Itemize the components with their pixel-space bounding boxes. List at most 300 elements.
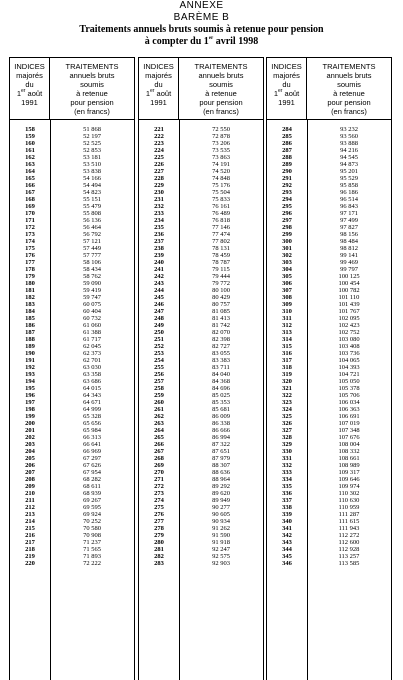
salary-cell: 56 464	[83, 224, 101, 231]
index-cell: 324	[282, 406, 292, 413]
salary-cell: 99 797	[340, 266, 358, 273]
salary-cell: 81 413	[212, 315, 230, 322]
index-cell: 199	[25, 413, 35, 420]
salary-cell: 51 868	[83, 126, 101, 133]
index-cell: 180	[25, 280, 35, 287]
table-row	[139, 301, 263, 308]
index-cell: 279	[154, 532, 164, 539]
table-row	[10, 441, 134, 448]
table-row	[267, 350, 391, 357]
salary-cell: 64 343	[83, 392, 101, 399]
index-cell: 267	[154, 448, 164, 455]
index-cell: 198	[25, 406, 35, 413]
table-row	[267, 483, 391, 490]
salary-cell: 62 045	[83, 343, 101, 350]
salary-cell: 53 838	[83, 168, 101, 175]
table-row	[267, 245, 391, 252]
indices-column-header: INDICES majorés du 1er août 1991	[267, 58, 307, 119]
salary-cell: 77 802	[212, 238, 230, 245]
index-cell: 225	[154, 154, 164, 161]
index-cell: 297	[282, 217, 292, 224]
salary-cell: 95 201	[340, 168, 358, 175]
salary-cell: 68 611	[83, 483, 101, 490]
salary-cell: 76 818	[212, 217, 230, 224]
table-row	[139, 553, 263, 560]
salary-cell: 111 287	[338, 511, 360, 518]
index-cell: 185	[25, 315, 35, 322]
index-cell: 175	[25, 245, 35, 252]
table-row	[10, 511, 134, 518]
table-row	[10, 126, 134, 133]
salary-cell: 106 691	[338, 413, 360, 420]
table-row	[139, 329, 263, 336]
table-row	[267, 147, 391, 154]
table-row	[267, 399, 391, 406]
table-row	[267, 322, 391, 329]
salary-cell: 83 711	[212, 364, 230, 371]
salary-cell: 93 888	[340, 140, 358, 147]
salary-cell: 94 545	[340, 154, 358, 161]
index-cell: 334	[282, 476, 292, 483]
table-row	[139, 287, 263, 294]
table-row	[139, 168, 263, 175]
index-cell: 205	[25, 455, 35, 462]
table-row	[10, 224, 134, 231]
table-row	[139, 427, 263, 434]
table-row	[139, 175, 263, 182]
salary-cell: 113 585	[338, 560, 360, 567]
salary-cell: 103 080	[338, 336, 360, 343]
index-cell: 343	[282, 539, 292, 546]
salary-cell: 64 671	[83, 399, 101, 406]
table-row	[139, 210, 263, 217]
index-cell: 299	[282, 231, 292, 238]
table-row	[139, 315, 263, 322]
table-row	[267, 266, 391, 273]
salary-cell: 59 747	[83, 294, 101, 301]
table-row	[10, 133, 134, 140]
index-cell: 222	[154, 133, 164, 140]
index-cell: 328	[282, 434, 292, 441]
table-row	[10, 427, 134, 434]
table-row	[139, 252, 263, 259]
salary-cell: 112 600	[338, 539, 360, 546]
index-cell: 231	[154, 196, 164, 203]
table-row	[139, 399, 263, 406]
table-row	[139, 266, 263, 273]
table-row	[139, 322, 263, 329]
table-row	[139, 357, 263, 364]
table-row	[10, 413, 134, 420]
salary-cell: 111 943	[338, 525, 360, 532]
indices-column-header: INDICES majorés du 1er août 1991	[139, 58, 179, 119]
salary-cell: 69 924	[83, 511, 101, 518]
index-cell: 344	[282, 546, 292, 553]
index-cell: 178	[25, 266, 35, 273]
salary-cell: 79 115	[212, 266, 230, 273]
index-cell: 331	[282, 455, 292, 462]
index-cell: 214	[25, 518, 35, 525]
index-cell: 202	[25, 434, 35, 441]
index-cell: 233	[154, 210, 164, 217]
salary-cell: 96 843	[340, 203, 358, 210]
index-cell: 285	[282, 133, 292, 140]
index-cell: 296	[282, 210, 292, 217]
index-cell: 336	[282, 490, 292, 497]
index-cell: 179	[25, 273, 35, 280]
salary-cell: 102 095	[338, 315, 360, 322]
salary-cell: 80 757	[212, 301, 230, 308]
index-cell: 308	[282, 294, 292, 301]
table-row	[10, 147, 134, 154]
table-row	[139, 294, 263, 301]
table-row	[10, 196, 134, 203]
index-cell: 322	[282, 392, 292, 399]
index-cell: 252	[154, 343, 164, 350]
table-row	[10, 532, 134, 539]
table-row	[139, 455, 263, 462]
table-row	[10, 280, 134, 287]
table-row	[10, 462, 134, 469]
index-cell: 207	[25, 469, 35, 476]
index-cell: 301	[282, 245, 292, 252]
index-cell: 277	[154, 518, 164, 525]
table-row	[10, 245, 134, 252]
index-cell: 293	[282, 189, 292, 196]
salary-cell: 83 055	[212, 350, 230, 357]
table-row	[139, 133, 263, 140]
salary-cell: 82 398	[212, 336, 230, 343]
table-row	[10, 553, 134, 560]
table-row	[10, 259, 134, 266]
index-cell: 269	[154, 462, 164, 469]
table-header	[10, 58, 134, 120]
salary-cell: 107 019	[338, 420, 360, 427]
salary-cell: 96 514	[340, 196, 358, 203]
salary-cell: 89 292	[212, 483, 230, 490]
salary-cell: 98 812	[340, 245, 358, 252]
salary-cell: 64 015	[83, 385, 101, 392]
table-subtitle: à compter du 1er avril 1998	[144, 36, 259, 47]
table-row	[10, 329, 134, 336]
index-cell: 273	[154, 490, 164, 497]
index-cell: 228	[154, 175, 164, 182]
table-row	[10, 455, 134, 462]
table-row	[10, 273, 134, 280]
salary-cell: 86 338	[212, 420, 230, 427]
salary-cell: 55 479	[83, 203, 101, 210]
index-cell: 196	[25, 392, 35, 399]
index-cell: 312	[282, 322, 292, 329]
salary-cell: 60 732	[83, 315, 101, 322]
table-row	[267, 308, 391, 315]
salary-cell: 103 736	[338, 350, 360, 357]
table-row	[10, 364, 134, 371]
table-panel	[266, 57, 392, 680]
salary-cell: 95 529	[340, 175, 358, 182]
index-cell: 272	[154, 483, 164, 490]
salary-cell: 75 833	[212, 196, 230, 203]
index-cell: 181	[25, 287, 35, 294]
salary-cell: 70 908	[83, 532, 101, 539]
table-row	[10, 392, 134, 399]
salary-cell: 56 136	[83, 217, 101, 224]
salary-cell: 61 060	[83, 322, 101, 329]
index-cell: 246	[154, 301, 164, 308]
table-row	[267, 378, 391, 385]
table-row	[10, 350, 134, 357]
salary-cell: 104 393	[338, 364, 360, 371]
index-cell: 271	[154, 476, 164, 483]
index-cell: 227	[154, 168, 164, 175]
table-row	[139, 385, 263, 392]
table-row	[139, 189, 263, 196]
table-row	[10, 483, 134, 490]
index-cell: 317	[282, 357, 292, 364]
index-cell: 210	[25, 490, 35, 497]
table-row	[10, 189, 134, 196]
table-row	[139, 140, 263, 147]
index-cell: 160	[25, 140, 35, 147]
index-cell: 243	[154, 280, 164, 287]
table-row	[267, 448, 391, 455]
table-row	[10, 154, 134, 161]
index-cell: 338	[282, 504, 292, 511]
salary-cell: 100 125	[338, 273, 360, 280]
index-cell: 249	[154, 322, 164, 329]
salary-cell: 84 696	[212, 385, 230, 392]
index-cell: 337	[282, 497, 292, 504]
table-row	[139, 273, 263, 280]
table-row	[10, 315, 134, 322]
index-cell: 250	[154, 329, 164, 336]
index-cell: 183	[25, 301, 35, 308]
table-row	[139, 420, 263, 427]
index-cell: 220	[25, 560, 35, 567]
table-row	[139, 497, 263, 504]
table-row	[139, 560, 263, 567]
table-header	[267, 58, 391, 120]
table-row	[139, 364, 263, 371]
table-row	[139, 434, 263, 441]
salary-cell: 85 353	[212, 399, 230, 406]
table-row	[267, 539, 391, 546]
index-cell: 287	[282, 147, 292, 154]
table-row	[267, 385, 391, 392]
table-row	[139, 147, 263, 154]
table-row	[10, 182, 134, 189]
salary-cell: 106 363	[338, 406, 360, 413]
table-row	[10, 539, 134, 546]
salary-cell: 56 792	[83, 231, 101, 238]
index-cell: 188	[25, 336, 35, 343]
table-row	[10, 420, 134, 427]
table-row	[139, 504, 263, 511]
table-row	[10, 343, 134, 350]
table-row	[139, 196, 263, 203]
table-row	[267, 392, 391, 399]
table-row	[267, 532, 391, 539]
salary-cell: 94 873	[340, 161, 358, 168]
salary-cell: 101 439	[338, 301, 360, 308]
index-cell: 189	[25, 343, 35, 350]
salary-cell: 94 216	[340, 147, 358, 154]
salary-cell: 100 454	[338, 280, 360, 287]
salary-cell: 58 434	[83, 266, 101, 273]
index-cell: 339	[282, 511, 292, 518]
table-row	[267, 280, 391, 287]
salary-cell: 92 247	[212, 546, 230, 553]
salary-cell: 109 646	[338, 476, 360, 483]
index-cell: 278	[154, 525, 164, 532]
salary-cell: 63 358	[83, 371, 101, 378]
index-cell: 266	[154, 441, 164, 448]
index-cell: 302	[282, 252, 292, 259]
salary-cell: 65 328	[83, 413, 101, 420]
index-cell: 263	[154, 420, 164, 427]
salary-cell: 86 666	[212, 427, 230, 434]
index-cell: 224	[154, 147, 164, 154]
salary-cell: 84 368	[212, 378, 230, 385]
salary-cell: 95 858	[340, 182, 358, 189]
salary-cell: 110 302	[338, 490, 360, 497]
table-row	[267, 469, 391, 476]
index-cell: 244	[154, 287, 164, 294]
index-cell: 280	[154, 539, 164, 546]
table-row	[267, 154, 391, 161]
table-row	[10, 546, 134, 553]
index-cell: 253	[154, 350, 164, 357]
salary-cell: 73 206	[212, 140, 230, 147]
salary-cell: 73 863	[212, 154, 230, 161]
index-cell: 174	[25, 238, 35, 245]
index-cell: 201	[25, 427, 35, 434]
table-row	[10, 406, 134, 413]
salary-cell: 108 989	[338, 462, 360, 469]
salary-cell: 58 762	[83, 273, 101, 280]
annexe-heading: ANNEXE	[179, 0, 224, 11]
index-cell: 162	[25, 154, 35, 161]
index-cell: 234	[154, 217, 164, 224]
index-cell: 316	[282, 350, 292, 357]
table-row	[10, 301, 134, 308]
salary-cell: 97 499	[340, 217, 358, 224]
index-cell: 195	[25, 385, 35, 392]
index-cell: 260	[154, 399, 164, 406]
table-row	[267, 168, 391, 175]
salary-cell: 65 656	[83, 420, 101, 427]
salary-cell: 79 444	[212, 273, 230, 280]
table-row	[10, 294, 134, 301]
table-row	[267, 133, 391, 140]
salary-cell: 74 848	[212, 175, 230, 182]
index-cell: 303	[282, 259, 292, 266]
index-cell: 240	[154, 259, 164, 266]
salary-cell: 63 686	[83, 378, 101, 385]
index-cell: 236	[154, 231, 164, 238]
index-cell: 294	[282, 196, 292, 203]
salary-cell: 61 388	[83, 329, 101, 336]
index-cell: 213	[25, 511, 35, 518]
salary-cell: 68 282	[83, 476, 101, 483]
index-cell: 276	[154, 511, 164, 518]
table-row	[267, 273, 391, 280]
salary-cell: 52 525	[83, 140, 101, 147]
table-row	[267, 413, 391, 420]
table-row	[10, 336, 134, 343]
salary-cell: 71 893	[83, 553, 101, 560]
index-cell: 289	[282, 161, 292, 168]
index-cell: 295	[282, 203, 292, 210]
salary-cell: 72 222	[83, 560, 101, 567]
table-row	[139, 392, 263, 399]
salary-cell: 74 520	[212, 168, 230, 175]
index-cell: 318	[282, 364, 292, 371]
index-cell: 342	[282, 532, 292, 539]
salary-cell: 83 383	[212, 357, 230, 364]
index-cell: 232	[154, 203, 164, 210]
index-cell: 340	[282, 518, 292, 525]
salary-cell: 101 110	[338, 294, 360, 301]
index-cell: 300	[282, 238, 292, 245]
salary-cell: 52 197	[83, 133, 101, 140]
salary-cell: 105 378	[338, 385, 360, 392]
salary-cell: 62 373	[83, 350, 101, 357]
table-row	[267, 497, 391, 504]
salary-cell: 74 191	[212, 161, 230, 168]
salary-cell: 75 504	[212, 189, 230, 196]
index-cell: 194	[25, 378, 35, 385]
index-cell: 230	[154, 189, 164, 196]
table-row	[10, 203, 134, 210]
index-cell: 257	[154, 378, 164, 385]
index-cell: 313	[282, 329, 292, 336]
index-cell: 251	[154, 336, 164, 343]
salary-cell: 60 075	[83, 301, 101, 308]
table-row	[139, 238, 263, 245]
index-cell: 330	[282, 448, 292, 455]
index-cell: 217	[25, 539, 35, 546]
index-cell: 345	[282, 553, 292, 560]
table-row	[10, 231, 134, 238]
index-cell: 284	[282, 126, 292, 133]
salary-cell: 68 939	[83, 490, 101, 497]
indices-column-header: INDICES majorés du 1er août 1991	[10, 58, 50, 119]
table-row	[267, 252, 391, 259]
table-row	[139, 469, 263, 476]
table-row	[10, 168, 134, 175]
index-cell: 326	[282, 420, 292, 427]
table-row	[139, 448, 263, 455]
salary-cell: 87 979	[212, 455, 230, 462]
table-row	[267, 231, 391, 238]
salary-cell: 101 767	[338, 308, 360, 315]
table-row	[267, 490, 391, 497]
salary-cell: 73 535	[212, 147, 230, 154]
salary-cell: 110 630	[338, 497, 360, 504]
index-cell: 177	[25, 259, 35, 266]
table-row	[267, 175, 391, 182]
index-cell: 341	[282, 525, 292, 532]
index-cell: 158	[25, 126, 35, 133]
salary-cell: 102 423	[338, 322, 360, 329]
salary-cell: 84 040	[212, 371, 230, 378]
table-row	[10, 287, 134, 294]
table-row	[139, 476, 263, 483]
table-row	[10, 140, 134, 147]
index-cell: 333	[282, 469, 292, 476]
table-row	[267, 462, 391, 469]
